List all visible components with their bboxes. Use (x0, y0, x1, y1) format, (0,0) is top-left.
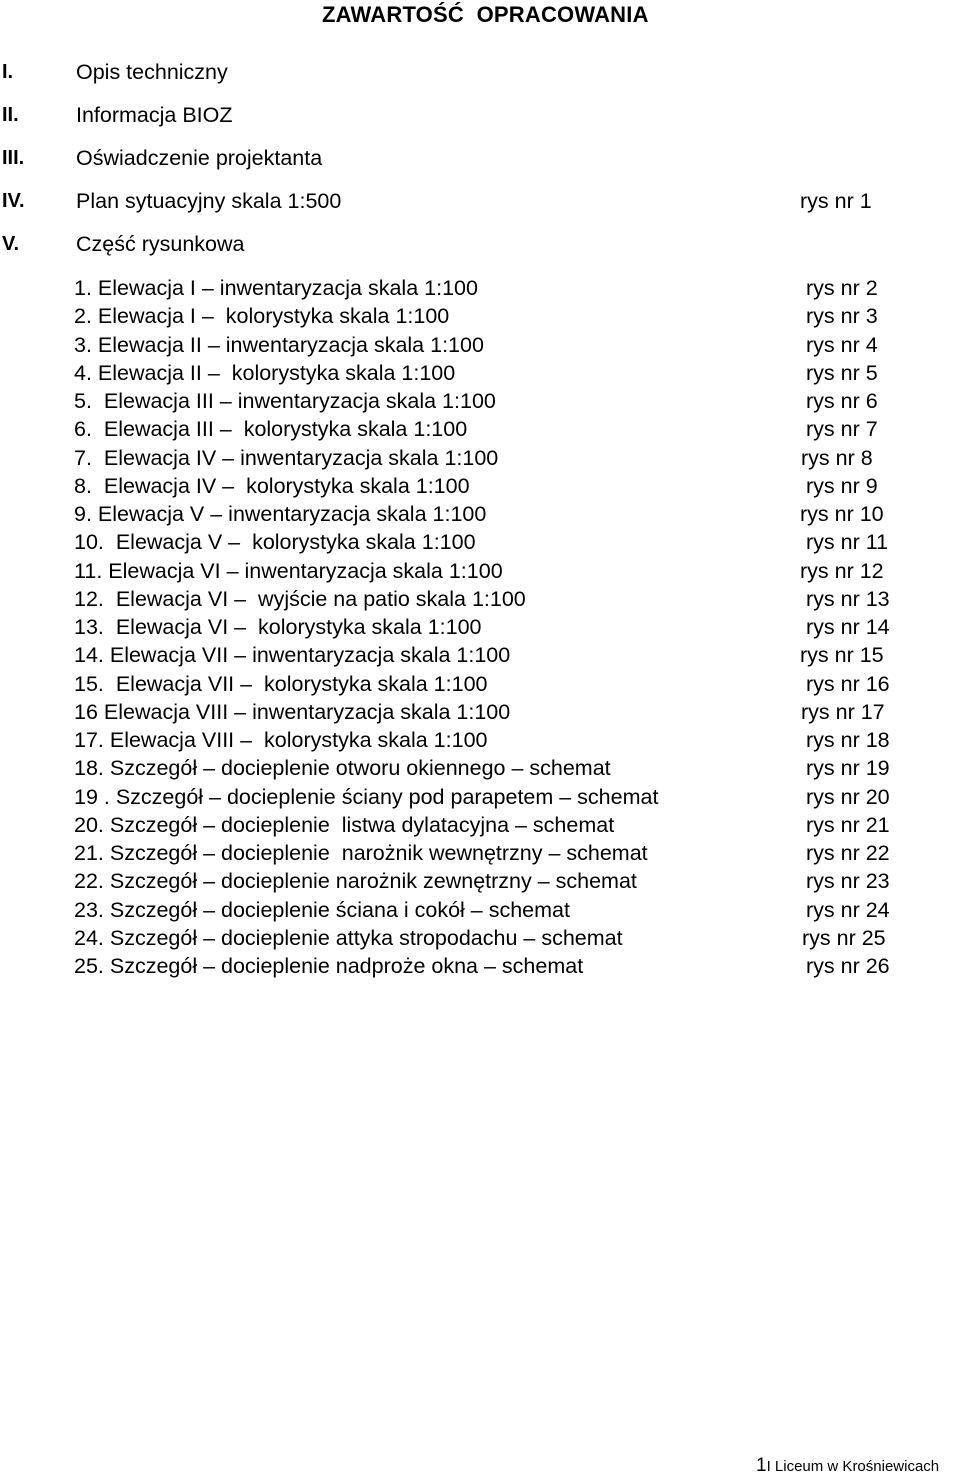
drawing-reference: rys nr 14 (806, 615, 890, 639)
section-label: Oświadczenie projektanta (76, 146, 323, 170)
drawing-reference: rys nr 22 (806, 841, 890, 865)
section-row (0, 232, 960, 262)
section-number: II. (2, 104, 19, 126)
list-item (0, 926, 960, 954)
list-item (0, 615, 960, 643)
section-number: I. (2, 61, 14, 83)
list-item (0, 587, 960, 615)
list-item-label: 12. Elewacja VI – wyjście na patio skala 1:100 (74, 587, 526, 611)
section-number: IV. (2, 190, 25, 212)
drawing-reference: rys nr 25 (802, 926, 886, 950)
list-item-label: 14. Elewacja VII – inwentaryzacja skala 1:100 (74, 643, 511, 667)
drawing-reference: rys nr 13 (806, 587, 890, 611)
list-item-label: 23. Szczegół – docieplenie ściana i cokół – schemat (74, 898, 570, 922)
list-item-label: 9. Elewacja V – inwentaryzacja skala 1:100 (74, 502, 487, 526)
section-row (0, 189, 960, 219)
drawing-reference: rys nr 7 (806, 417, 878, 441)
list-item (0, 869, 960, 897)
list-item (0, 756, 960, 784)
list-item (0, 304, 960, 332)
list-item-label: 7. Elewacja IV – inwentaryzacja skala 1:100 (74, 446, 499, 470)
list-item-label: 2. Elewacja I – kolorystyka skala 1:100 (74, 304, 450, 328)
drawing-reference: rys nr 11 (806, 530, 889, 554)
list-item-label: 8. Elewacja IV – kolorystyka skala 1:100 (74, 474, 470, 498)
page-footer (756, 1455, 939, 1477)
section-number: III. (2, 147, 25, 169)
list-item-label: 4. Elewacja II – kolorystyka skala 1:100 (74, 361, 456, 385)
list-item (0, 643, 960, 671)
list-item-label: 10. Elewacja V – kolorystyka skala 1:100 (74, 530, 476, 554)
drawing-reference: rys nr 26 (806, 954, 890, 978)
section-label: Część rysunkowa (76, 232, 245, 256)
section-label: Opis techniczny (76, 60, 228, 84)
list-item (0, 954, 960, 982)
drawing-reference: rys nr 6 (806, 389, 878, 413)
list-item (0, 841, 960, 869)
list-item (0, 785, 960, 813)
list-item-label: 3. Elewacja II – inwentaryzacja skala 1:100 (74, 333, 484, 357)
drawing-reference: rys nr 24 (806, 898, 890, 922)
drawing-reference: rys nr 16 (806, 672, 890, 696)
drawing-reference: rys nr 19 (806, 756, 890, 780)
list-item-label: 1. Elewacja I – inwentaryzacja skala 1:100 (74, 276, 478, 300)
drawing-reference: rys nr 18 (806, 728, 890, 752)
list-item (0, 276, 960, 304)
section-label: Plan sytuacyjny skala 1:500 (76, 189, 342, 213)
list-item (0, 898, 960, 926)
drawing-reference: rys nr 9 (806, 474, 878, 498)
list-item-label: 16 Elewacja VIII – inwentaryzacja skala 1:100 (74, 700, 511, 724)
drawing-reference: rys nr 23 (806, 869, 890, 893)
list-item (0, 474, 960, 502)
list-item-label: 17. Elewacja VIII – kolorystyka skala 1:100 (74, 728, 488, 752)
list-item-label: 25. Szczegół – docieplenie nadproże okna – schemat (74, 954, 584, 978)
drawing-reference: rys nr 17 (801, 700, 885, 724)
list-item-label: 21. Szczegół – docieplenie narożnik wewnętrzny – schemat (74, 841, 648, 865)
section-row (0, 103, 960, 133)
drawing-reference: rys nr 2 (806, 276, 878, 300)
drawing-reference: rys nr 5 (806, 361, 878, 385)
section-label: Informacja BIOZ (76, 103, 233, 127)
list-item (0, 502, 960, 530)
list-item (0, 417, 960, 445)
drawing-reference: rys nr 8 (801, 446, 873, 470)
list-item-label: 20. Szczegół – docieplenie listwa dylatacyjna – schemat (74, 813, 615, 837)
list-item-label: 19 . Szczegół – docieplenie ściany pod parapetem – schemat (74, 785, 659, 809)
list-item (0, 813, 960, 841)
list-item-label: 11. Elewacja VI – inwentaryzacja skala 1:100 (74, 559, 503, 583)
drawing-reference: rys nr 21 (806, 813, 890, 837)
list-item-label: 18. Szczegół – docieplenie otworu okiennego – schemat (74, 756, 611, 780)
list-item-label: 6. Elewacja III – kolorystyka skala 1:100 (74, 417, 468, 441)
drawing-reference: rys nr 12 (800, 559, 884, 583)
drawing-reference: rys nr 4 (806, 333, 878, 357)
section-row (0, 146, 960, 176)
list-item-label: 5. Elewacja III – inwentaryzacja skala 1:100 (74, 389, 496, 413)
list-item-label: 24. Szczegół – docieplenie attyka stropodachu – schemat (74, 926, 623, 950)
page-number: 1 (756, 1455, 767, 1476)
list-item (0, 728, 960, 756)
list-item (0, 672, 960, 700)
section-row (0, 60, 960, 90)
drawing-reference: rys nr 15 (800, 643, 884, 667)
section-number: V. (2, 233, 20, 255)
list-item (0, 446, 960, 474)
list-item (0, 333, 960, 361)
list-item (0, 559, 960, 587)
drawing-reference: rys nr 3 (806, 304, 878, 328)
list-item (0, 389, 960, 417)
drawing-reference: rys nr 20 (806, 785, 890, 809)
footer-text: I Liceum w Krośniewicach (766, 1458, 940, 1475)
page-title: ZAWARTOŚĆ OPRACOWANIA (322, 2, 649, 27)
list-item (0, 700, 960, 728)
list-item (0, 530, 960, 558)
list-item (0, 361, 960, 389)
list-item-label: 13. Elewacja VI – kolorystyka skala 1:100 (74, 615, 482, 639)
drawing-reference: rys nr 10 (800, 502, 884, 526)
list-item-label: 22. Szczegół – docieplenie narożnik zewnętrzny – schemat (74, 869, 637, 893)
list-item-label: 15. Elewacja VII – kolorystyka skala 1:100 (74, 672, 488, 696)
drawing-reference: rys nr 1 (800, 189, 872, 213)
